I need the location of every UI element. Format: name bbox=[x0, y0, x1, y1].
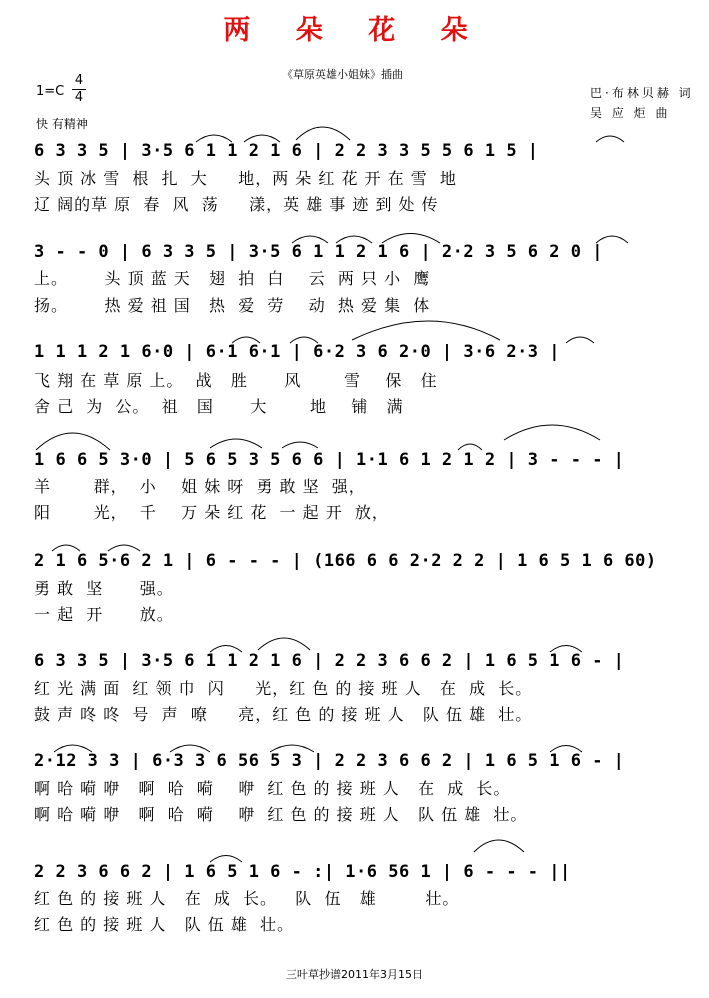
slur bbox=[282, 442, 318, 448]
lyric-line: 一 起 开 放。 bbox=[34, 605, 174, 624]
notation-line: 2·12 3 3 | 6·3 3 6 56 5 3 | 2 2 3 6 6 2 | 1 6 5 1 6 - | bbox=[34, 751, 625, 771]
lyric-line: 啊 哈 嗬 咿 啊 哈 嗬 咿 红 色 的 接 班 人 在 成 长。 bbox=[34, 779, 511, 798]
slur bbox=[504, 425, 600, 440]
slur bbox=[210, 439, 262, 448]
slur bbox=[258, 638, 310, 650]
lyric-line: 啊 哈 嗬 咿 啊 哈 嗬 咿 红 色 的 接 班 人 队 伍 雄 壮。 bbox=[34, 805, 528, 824]
lyric-line: 红 色 的 接 班 人 队 伍 雄 壮。 bbox=[34, 915, 295, 934]
lyric-line: 勇 敢 坚 强。 bbox=[34, 579, 174, 598]
notation-line: 2 2 3 6 6 2 | 1 6 5 1 6 - :| 1·6 56 1 | 6 - - - || bbox=[34, 862, 571, 882]
lyric-line: 头 顶 冰 雪 根 扎 大 地，两 朵 红 花 开 在 雪 地 bbox=[34, 169, 457, 188]
key-signature: 1=C bbox=[36, 84, 65, 99]
lyric-line: 上。 头 顶 蓝 天 翅 拍 白 云 两 只 小 鹰 bbox=[34, 269, 431, 288]
transcriber-note: 三叶草抄谱2011年3月15日 bbox=[286, 968, 423, 981]
lyric-line: 扬。 热 爱 祖 国 热 爱 劳 动 热 爱 集 体 bbox=[34, 296, 431, 315]
slur bbox=[474, 840, 524, 852]
notation-line: 3 - - 0 | 6 3 3 5 | 3·5 6 1 1 2 1 6 | 2·2 3 5 6 2 0 | bbox=[34, 242, 603, 262]
lyric-line: 鼓 声 咚 咚 号 声 嘹 亮，红 色 的 接 班 人 队 伍 雄 壮。 bbox=[34, 705, 533, 724]
lyric-line: 阳 光， 千 万 朵 红 花 一 起 开 放， bbox=[34, 503, 389, 522]
time-signature-bottom: 4 bbox=[72, 89, 86, 106]
source-note: 《草原英雄小姐妹》插曲 bbox=[282, 68, 403, 81]
time-signature-top: 4 bbox=[74, 73, 84, 88]
lyric-line: 飞 翔 在 草 原 上。 战 胜 风 雪 保 住 bbox=[34, 371, 438, 390]
lyric-line: 辽 阔的草 原 春 风 荡 漾，英 雄 事 迹 到 处 传 bbox=[34, 195, 439, 214]
slur bbox=[596, 136, 624, 142]
lyric-line: 红 色 的 接 班 人 在 成 长。 队 伍 雄 壮。 bbox=[34, 889, 460, 908]
lyricist-credit: 巴·布林贝赫 词 bbox=[590, 86, 694, 100]
tempo-marking: 快 有精神 bbox=[36, 117, 88, 131]
time-signature bbox=[72, 73, 86, 106]
notation-line: 6 3 3 5 | 3·5 6 1 1 2 1 6 | 2 2 3 3 5 5 6 1 5 | bbox=[34, 141, 539, 161]
slur bbox=[352, 321, 500, 340]
page-title: 两 朵 花 朵 bbox=[223, 15, 486, 46]
slur bbox=[36, 433, 110, 450]
slur bbox=[566, 337, 594, 343]
notation-line: 1 6 6 5 3·0 | 5 6 5 3 5 6 6 | 1·1 6 1 2 1 2 | 3 - - - | bbox=[34, 450, 625, 470]
notation-line: 2 1 6 5·6 2 1 | 6 - - - | (166 6 6 2·2 2 2 | 1 6 5 1 6 60) bbox=[34, 551, 657, 571]
lyric-line: 羊 群， 小 姐 妹 呀 勇 敢 坚 强， bbox=[34, 477, 366, 496]
composer-credit: 吴 应 炬 曲 bbox=[590, 106, 671, 120]
lyric-line: 舍 己 为 公。 祖 国 大 地 铺 满 bbox=[34, 397, 404, 416]
notation-line: 6 3 3 5 | 3·5 6 1 1 2 1 6 | 2 2 3 6 6 2 | 1 6 5 1 6 - | bbox=[34, 651, 625, 671]
slur bbox=[296, 127, 350, 140]
lyric-line: 红 光 满 面 红 领 巾 闪 光，红 色 的 接 班 人 在 成 长。 bbox=[34, 679, 533, 698]
notation-line: 1 1 1 2 1 6·0 | 6·1 6·1 | 6·2 3 6 2·0 | 3·6 2·3 | bbox=[34, 342, 561, 362]
